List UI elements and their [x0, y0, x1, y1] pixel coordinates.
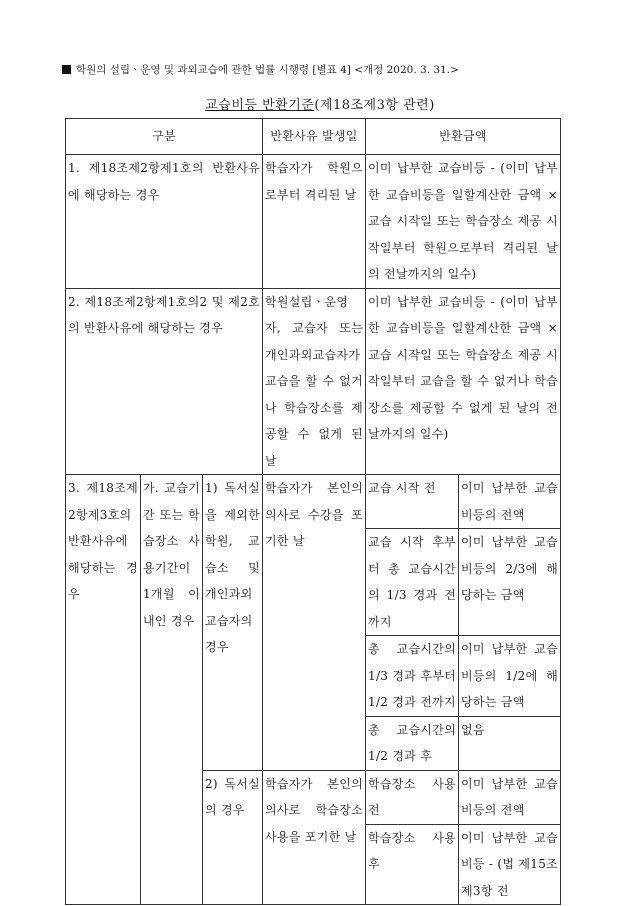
item2-timing-2: 학습장소 사용 후	[366, 824, 459, 905]
document-header	[62, 62, 459, 77]
title-main: 교습비등 반환기준	[205, 98, 315, 113]
row3-category: 3. 제18조제2항제3호의 반환사유에 해당하는 경우	[66, 475, 141, 905]
row1-category: 1. 제18조제2항제1호의 반환사유에 해당하는 경우	[66, 155, 263, 289]
item1-occurrence: 학습자가 본인의 의사로 수강을 포기한 날	[263, 475, 366, 771]
header-amount: 반환금액	[366, 119, 561, 155]
square-bullet-icon	[62, 65, 71, 74]
item1-timing-4: 총 교습시간의 1/2 경과 후	[366, 716, 459, 770]
header-text: 학원의 설립ㆍ운영 및 과외교습에 관한 법률 시행령 [별표 4] <개정 2020. 3. 31.>	[76, 64, 459, 76]
row1-amount: 이미 납부한 교습비등 - (이미 납부한 교습비등을 일할계산한 금액 × 교습 시작일 또는 학습장소 제공 시작일부터 학원으로부터 격리된 날의 전날까지의 일수)	[366, 155, 561, 289]
item2-label: 2) 독서실의 경우	[203, 770, 263, 905]
item2-occurrence: 학습자가 본인의 의사로 학습장소 사용을 포기한 날	[263, 770, 366, 905]
row1-occurrence: 학습자가 학원으로부터 격리된 날	[263, 155, 366, 289]
item1-timing-1: 교습 시작 전	[366, 475, 459, 529]
table-header-row	[66, 119, 561, 155]
item2-amount-2: 이미 납부한 교습비등 - (법 제15조제3항 전	[459, 824, 561, 905]
item1-timing-2: 교습 시작 후부터 총 교습시간의 1/3 경과 전까지	[366, 529, 459, 636]
title-sub: (제18조제3항 관련)	[314, 98, 435, 113]
item1-amount-3: 이미 납부한 교습비등의 1/2에 해당하는 금액	[459, 636, 561, 717]
item1-timing-3: 총 교습시간의 1/3 경과 후부터 1/2 경과 전까지	[366, 636, 459, 717]
row2-category: 2. 제18조제2항제1호의2 및 제2호의 반환사유에 해당하는 경우	[66, 288, 263, 475]
item2-amount-1: 이미 납부한 교습비등의 전액	[459, 770, 561, 824]
table-row	[66, 475, 561, 529]
table-row	[66, 155, 561, 289]
item1-amount-4: 없음	[459, 716, 561, 770]
item2-timing-1: 학습장소 사용 전	[366, 770, 459, 824]
item1-amount-1: 이미 납부한 교습비등의 전액	[459, 475, 561, 529]
row3-subcategory: 가. 교습기간 또는 학습장소 사용기간이 1개월 이내인 경우	[141, 475, 203, 905]
table-row	[66, 288, 561, 475]
page-title	[0, 94, 640, 113]
row2-occurrence: 학원설립ㆍ운영자, 교습자 또는 개인과외교습자가 교습을 할 수 없거나 학습장소를 제공할 수 없게 된 날	[263, 288, 366, 475]
row2-amount: 이미 납부한 교습비등 - (이미 납부한 교습비등을 일할계산한 금액 × 교습 시작일 또는 학습장소 제공 시작일부터 교습을 할 수 없거나 학습장소를 제공할 수 없게 된 날의 전날까지의 일수)	[366, 288, 561, 475]
item1-label: 1) 독서실을 제외한 학원, 교습소 및 개인과외교습자의 경우	[203, 475, 263, 771]
refund-criteria-table	[65, 118, 561, 905]
item1-amount-2: 이미 납부한 교습비등의 2/3에 해당하는 금액	[459, 529, 561, 636]
header-occurrence: 반환사유 발생일	[263, 119, 366, 155]
header-category: 구분	[66, 119, 263, 155]
